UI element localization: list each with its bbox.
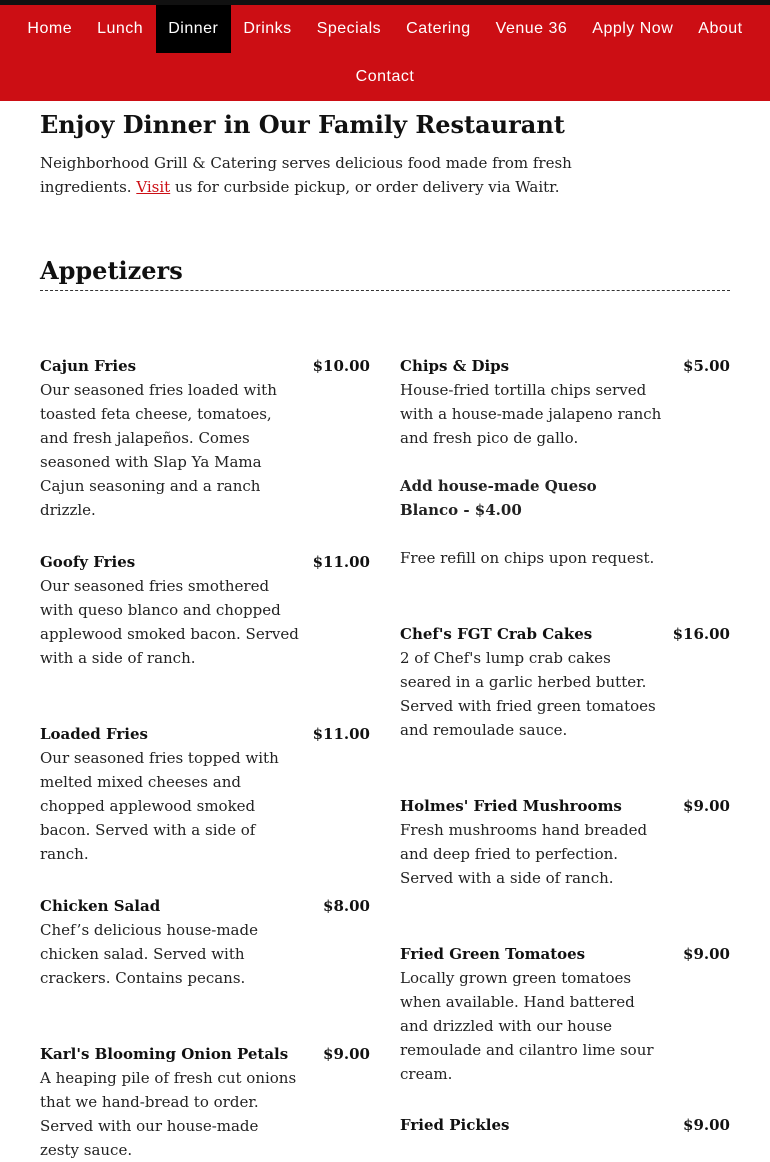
item-note: Free refill on chips upon request. xyxy=(400,549,655,567)
item-description: Our seasoned fries topped with melted mixed cheeses and chopped applewood smoked bacon. Served with a side of ranch. xyxy=(40,749,279,863)
nav-row-secondary xyxy=(0,53,770,101)
menu-item xyxy=(40,1042,370,1162)
item-name: Chips & Dips xyxy=(400,357,510,375)
page-title: Enjoy Dinner in Our Family Restaurant xyxy=(40,110,565,139)
item-name: Karl's Blooming Onion Petals xyxy=(40,1045,289,1063)
item-price: $9.00 xyxy=(683,1116,730,1134)
item-name: Chicken Salad xyxy=(40,897,161,915)
nav-item-venue-36[interactable]: Venue 36 xyxy=(495,20,568,37)
nav-item-contact[interactable]: Contact xyxy=(355,68,415,85)
nav-item-about[interactable]: About xyxy=(698,20,743,37)
item-description: House-fried tortilla chips served with a house-made jalapeno ranch and fresh pico de gallo. xyxy=(400,381,662,447)
item-description: Chef’s delicious house-made chicken salad. Served with crackers. Contains pecans. xyxy=(40,921,258,987)
nav-item-lunch[interactable]: Lunch xyxy=(97,20,144,37)
item-price: $11.00 xyxy=(312,725,370,743)
menu-item xyxy=(40,354,370,522)
item-description: 2 of Chef's lump crab cakes seared in a garlic herbed butter. Served with fried green tomatoes and remoulade sauce. xyxy=(400,649,656,739)
menu-item xyxy=(400,622,730,742)
nav-item-apply-now[interactable]: Apply Now xyxy=(592,20,674,37)
nav-row-primary xyxy=(0,5,770,53)
item-description: Our seasoned fries smothered with queso blanco and chopped applewood smoked bacon. Served with a side of ranch. xyxy=(40,577,299,667)
menu-item xyxy=(40,550,370,670)
item-name: Goofy Fries xyxy=(40,553,136,571)
item-description: Fresh mushrooms hand breaded and deep fried to perfection. Served with a side of ranch. xyxy=(400,821,648,887)
item-name: Holmes' Fried Mushrooms xyxy=(400,797,622,815)
item-price: $8.00 xyxy=(323,897,370,915)
item-price: $11.00 xyxy=(312,553,370,571)
item-name: Fried Green Tomatoes xyxy=(400,945,586,963)
main-content xyxy=(0,101,770,199)
menu-item xyxy=(400,354,730,570)
item-description: Locally grown green tomatoes when available. Hand battered and drizzled with our house remoulade and cilantro lime sour cream. xyxy=(400,969,654,1083)
item-price: $5.00 xyxy=(683,357,730,375)
item-description: A heaping pile of fresh cut onions that we hand-bread to order. Served with our house-made zesty sauce. xyxy=(40,1069,297,1159)
item-price: $9.00 xyxy=(323,1045,370,1063)
nav-item-specials[interactable]: Specials xyxy=(316,20,382,37)
menu-item xyxy=(400,794,730,890)
section-title-appetizers: Appetizers xyxy=(40,256,183,285)
nav-item-catering[interactable]: Catering xyxy=(406,20,471,37)
item-name: Cajun Fries xyxy=(40,357,137,375)
nav-item-drinks[interactable]: Drinks xyxy=(243,20,292,37)
menu-item xyxy=(400,1113,730,1137)
item-price: $16.00 xyxy=(672,625,730,643)
section-divider xyxy=(40,290,730,291)
nav-item-home[interactable]: Home xyxy=(27,20,73,37)
item-addon: Add house-made Queso Blanco - $4.00 xyxy=(400,477,597,519)
intro-text-end: us for curbside pickup, or order delivery via Waitr. xyxy=(170,178,560,196)
item-name: Fried Pickles xyxy=(400,1116,510,1134)
intro-text xyxy=(40,151,655,199)
item-name: Loaded Fries xyxy=(40,725,148,743)
item-name: Chef's FGT Crab Cakes xyxy=(400,625,593,643)
menu-item xyxy=(400,942,730,1086)
item-price: $10.00 xyxy=(312,357,370,375)
item-price: $9.00 xyxy=(683,797,730,815)
menu-item xyxy=(40,722,370,866)
intro-text-start: Neighborhood Grill & Catering serves delicious food made from fresh ingredients. xyxy=(40,154,572,196)
visit-link[interactable]: Visit xyxy=(136,178,171,196)
nav-item-dinner[interactable]: Dinner xyxy=(156,5,231,53)
menu-item xyxy=(40,894,370,990)
item-price: $9.00 xyxy=(683,945,730,963)
main-nav xyxy=(0,5,770,101)
item-description: Our seasoned fries loaded with toasted feta cheese, tomatoes, and fresh jalapeños. Comes seasoned with Slap Ya Mama Cajun seasoning and a ranch drizzle. xyxy=(40,381,277,519)
